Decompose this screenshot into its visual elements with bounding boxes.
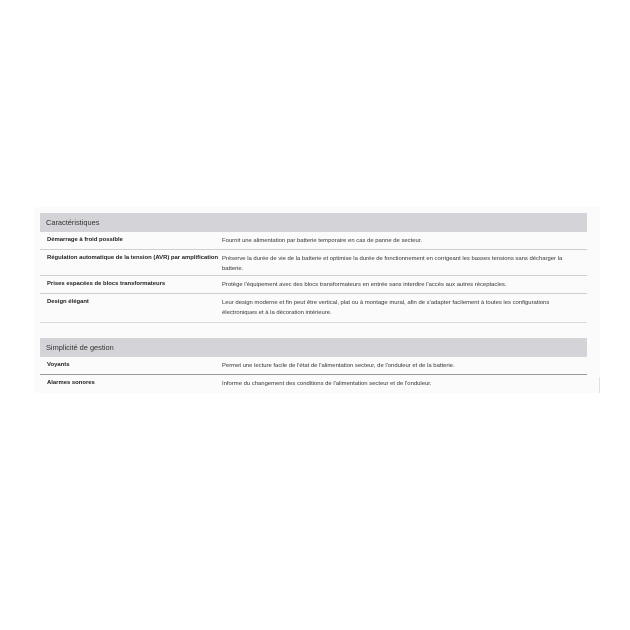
row-label: Démarrage à froid possible [47, 237, 123, 243]
row-label: Prises espacées de blocs transformateurs [47, 281, 166, 287]
scrollbar-edge[interactable] [599, 377, 600, 393]
row-label: Alarmes sonores [47, 380, 95, 386]
row-label: Régulation automatique de la tension (AVR) par amplification [47, 255, 219, 261]
table-row [40, 232, 587, 250]
section-header: Caractéristiques [40, 213, 587, 232]
row-label: Design élégant [47, 299, 89, 305]
row-value: Préserve la durée de vie de la batterie et optimise la durée de fonctionnement en corrigeant les basses tensions sans décharger la batterie. [222, 256, 563, 272]
row-label: Voyants [47, 362, 70, 368]
table-row [40, 276, 587, 294]
spec-sheet [34, 207, 600, 393]
section-header: Simplicité de gestion [40, 338, 587, 357]
row-value: Leur design moderne et fin peut être vertical, plat ou à montage mural, afin de s'adapter facilement à toutes les configurations électroniques et à la décoration intérieure. [222, 300, 550, 316]
row-value: Permet une lecture facile de l'état de l'alimentation secteur, de l'onduleur et de la batterie. [222, 363, 455, 369]
table-row [40, 294, 587, 323]
row-value: Protège l'équipement avec des blocs transformateurs en entrée sans interdire l'accès aux autres réceptacles. [222, 282, 507, 288]
table-row [40, 357, 587, 375]
row-value: Fournit une alimentation par batterie temporaire en cas de panne de secteur. [222, 238, 423, 244]
table-row [40, 250, 587, 276]
table-row [40, 375, 587, 393]
section-caracteristiques [40, 213, 587, 323]
section-simplicite-de-gestion [40, 338, 587, 393]
row-value: Informe du changement des conditions de l'alimentation secteur et de l'onduleur. [222, 381, 432, 387]
